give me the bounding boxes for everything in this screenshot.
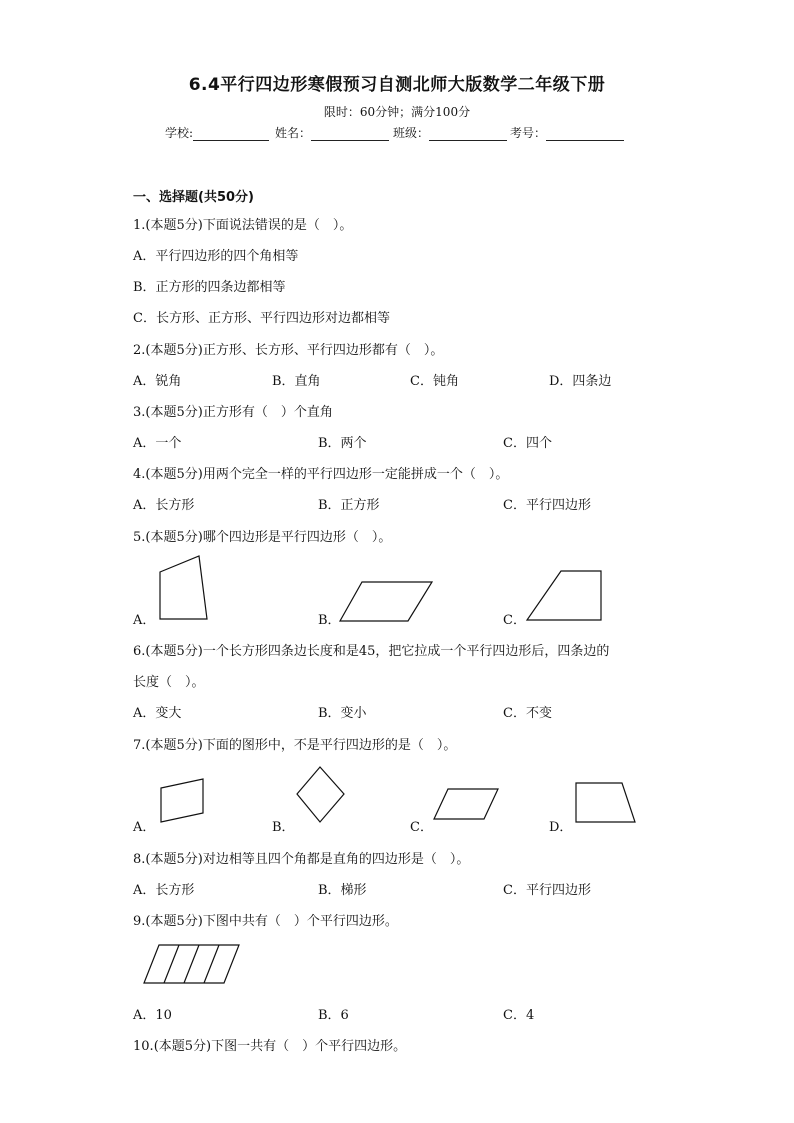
trapezoid-figure-5c xyxy=(524,568,606,624)
question-number: 10. xyxy=(133,1039,154,1054)
option-7a[interactable]: A． xyxy=(133,820,156,835)
question-1 xyxy=(133,214,352,233)
option-3c[interactable]: C．四个 xyxy=(503,436,552,451)
name-blank[interactable] xyxy=(311,127,389,141)
question-text: (本题5分)正方形有（ ）个直角 xyxy=(145,405,333,420)
question-8 xyxy=(133,848,469,867)
question-text: (本题5分)下面说法错误的是（ ）。 xyxy=(145,218,353,233)
option-8b[interactable]: B．梯形 xyxy=(318,883,367,898)
option-9b[interactable]: B．6 xyxy=(318,1008,349,1023)
question-text: (本题5分)下图一共有（ ）个平行四边形。 xyxy=(153,1039,407,1054)
option-9c[interactable]: C．4 xyxy=(503,1008,535,1023)
question-number: 5. xyxy=(133,530,146,545)
exam-no-blank[interactable] xyxy=(546,127,624,141)
question-4 xyxy=(133,463,508,482)
option-2d[interactable]: D．四条边 xyxy=(549,374,612,389)
question-number: 4. xyxy=(133,467,146,482)
question-3 xyxy=(133,401,333,420)
option-1a[interactable]: A．平行四边形的四个角相等 xyxy=(133,249,299,264)
question-number: 7. xyxy=(133,738,146,753)
class-field xyxy=(393,124,507,141)
name-field xyxy=(275,124,389,141)
option-6b[interactable]: B．变小 xyxy=(318,706,367,721)
option-9a[interactable]: A．10 xyxy=(133,1008,172,1023)
question-6 xyxy=(133,640,609,659)
question-number: 6. xyxy=(133,644,146,659)
option-8a[interactable]: A．长方形 xyxy=(133,883,195,898)
option-6a[interactable]: A．变大 xyxy=(133,706,182,721)
question-number: 1. xyxy=(133,218,146,233)
question-text: (本题5分)用两个完全一样的平行四边形一定能拼成一个（ ）。 xyxy=(145,467,509,482)
option-2c[interactable]: C．钝角 xyxy=(410,374,459,389)
class-label: 班级： xyxy=(393,126,430,140)
question-6-continued: 长度（ ）。 xyxy=(133,675,205,690)
question-text: (本题5分)一个长方形四条边长度和是45，把它拉成一个平行四边形后，四条边的 xyxy=(145,644,610,659)
exam-limits: 限时：60分钟；满分100分 xyxy=(323,105,471,119)
option-8c[interactable]: C．平行四边形 xyxy=(503,883,591,898)
option-4b[interactable]: B．正方形 xyxy=(318,498,380,513)
question-number: 9. xyxy=(133,914,146,929)
page-title: 6.4平行四边形寒假预习自测北师大版数学二年级下册 xyxy=(188,75,606,95)
question-9 xyxy=(133,910,398,929)
school-field xyxy=(165,124,269,141)
option-2a[interactable]: A．锐角 xyxy=(133,374,182,389)
question-text: (本题5分)哪个四边形是平行四边形（ ）。 xyxy=(145,530,392,545)
section-title: 一、选择题(共50分) xyxy=(133,190,254,205)
exam-no-field xyxy=(510,124,624,141)
question-number: 3. xyxy=(133,405,146,420)
exam-no-label: 考号： xyxy=(510,126,547,140)
option-4a[interactable]: A．长方形 xyxy=(133,498,195,513)
option-2b[interactable]: B．直角 xyxy=(272,374,321,389)
option-5a[interactable]: A． xyxy=(133,613,156,628)
divided-parallelogram-figure-9 xyxy=(141,942,243,988)
question-10 xyxy=(133,1035,406,1054)
parallelogram-figure-7a xyxy=(156,776,208,826)
option-4c[interactable]: C．平行四边形 xyxy=(503,498,591,513)
question-number: 2. xyxy=(133,343,146,358)
parallelogram-figure-7c xyxy=(432,786,502,824)
option-7c[interactable]: C． xyxy=(410,820,433,835)
question-2 xyxy=(133,339,443,358)
option-1c[interactable]: C．长方形、正方形、平行四边形对边都相等 xyxy=(133,311,390,326)
class-blank[interactable] xyxy=(429,127,507,141)
question-text: (本题5分)正方形、长方形、平行四边形都有（ ）。 xyxy=(145,343,444,358)
option-6c[interactable]: C．不变 xyxy=(503,706,552,721)
option-7d[interactable]: D． xyxy=(549,820,573,835)
option-3a[interactable]: A．一个 xyxy=(133,436,182,451)
option-5c[interactable]: C． xyxy=(503,613,526,628)
rhombus-figure-7b xyxy=(294,764,348,826)
school-label: 学校: xyxy=(165,126,194,140)
name-label: 姓名： xyxy=(275,126,312,140)
option-5b[interactable]: B． xyxy=(318,613,341,628)
parallelogram-figure-5b xyxy=(338,580,436,624)
question-number: 8. xyxy=(133,852,146,867)
school-blank[interactable] xyxy=(193,127,269,141)
question-7 xyxy=(133,734,456,753)
option-3b[interactable]: B．两个 xyxy=(318,436,367,451)
trapezoid-figure-7d xyxy=(572,780,640,826)
question-text: (本题5分)下图中共有（ ）个平行四边形。 xyxy=(145,914,398,929)
question-text: (本题5分)对边相等且四个角都是直角的四边形是（ ）。 xyxy=(145,852,470,867)
option-1b[interactable]: B．正方形的四条边都相等 xyxy=(133,280,286,295)
question-text: (本题5分)下面的图形中，不是平行四边形的是（ ）。 xyxy=(145,738,457,753)
question-5 xyxy=(133,526,391,545)
option-7b[interactable]: B． xyxy=(272,820,295,835)
quadrilateral-figure-5a xyxy=(150,555,212,623)
